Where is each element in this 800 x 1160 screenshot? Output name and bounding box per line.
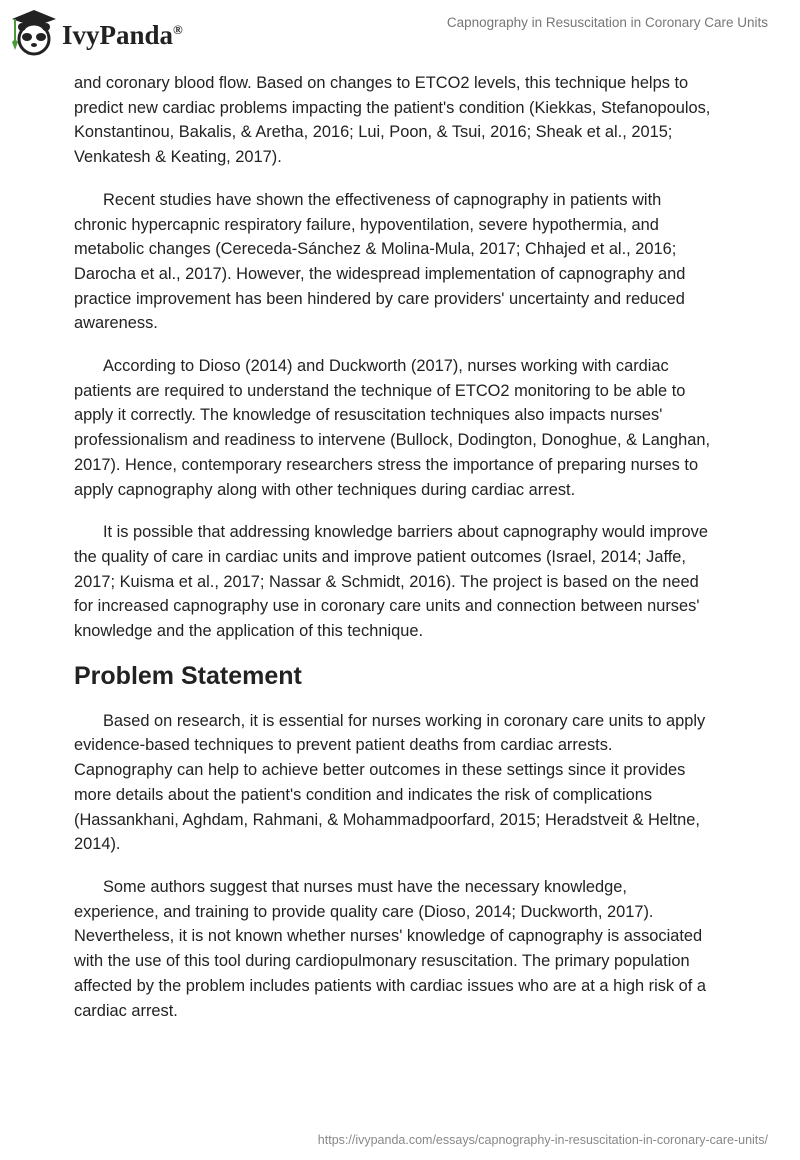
logo-text: IvyPanda [62,19,174,50]
text-line: with the use of this tool during cardiopulmonary resuscitation. The primary population [74,952,690,971]
text-line: metabolic changes (Cereceda-Sánchez & Molina-Mula, 2017; Chhajed et al., 2016; [74,240,677,259]
text-line: Nevertheless, it is not known whether nurses' knowledge of capnography is associated [74,927,703,946]
text-line: chronic hypercapnic respiratory failure, hypoventilation, severe hypothermia, and [74,215,659,234]
text-line: Recent studies have shown the effectiveness of capnography in patients with [103,190,662,209]
essay-body [74,71,764,1041]
text-line: experience, and training to provide quality care (Dioso, 2014; Duckworth, 2017). [74,902,654,921]
text-line: 2017; Kuisma et al., 2017; Nassar & Schmidt, 2016). The project is based on the need [74,572,699,591]
text-line: more details about the patient's condition and indicates the risk of complications [74,785,653,804]
text-line: Based on research, it is essential for nurses working in coronary care units to apply [103,711,706,730]
text-line: affected by the problem includes patients with cardiac issues who are at a high risk of a [74,976,706,995]
text-line: 2017). Hence, contemporary researchers stress the importance of preparing nurses to [74,455,699,474]
text-line: for increased capnography use in coronary care units and connection between nurses' [74,597,700,616]
text-line: It is possible that addressing knowledge barriers about capnography would improve [103,523,708,542]
paragraph [74,875,764,1023]
text-line: According to Dioso (2014) and Duckworth (2017), nurses working with cardiac [103,357,669,376]
text-line: the quality of care in cardiac units and improve patient outcomes (Israel, 2014; Jaffe, [74,547,686,566]
paragraph [74,520,764,644]
text-line: knowledge and the application of this technique. [74,622,424,641]
paragraph [74,354,764,502]
text-line: patients are required to understand the technique of ETCO2 monitoring to be able to [74,381,686,400]
text-line: Venkatesh & Keating, 2017). [74,148,282,167]
text-line: Some authors suggest that nurses must have the necessary knowledge, [103,877,627,896]
text-line: (Hassankhani, Aghdam, Rahmani, & Mohammadpoorfard, 2015; Heradstveit & Heltne, [74,810,700,829]
text-line: Konstantinou, Bakalis, & Aretha, 2016; Lui, Poon, & Tsui, 2016; Sheak et al., 2015; [74,123,673,142]
text-line: awareness. [74,314,158,333]
text-line: apply it correctly. The knowledge of resuscitation techniques also impacts nurses' [74,406,663,425]
text-line: 2014). [74,835,121,854]
header [0,0,800,60]
text-line: professionalism and readiness to intervene (Bullock, Dodington, Donoghue, & Langhan, [74,431,710,450]
panda-graduate-icon [12,8,56,56]
text-line: practice improvement has been hindered by care providers' uncertainty and reduced [74,289,685,308]
paragraph [74,71,764,170]
text-line: and coronary blood flow. Based on changes to ETCO2 levels, this technique helps to [74,74,689,92]
text-line: predict new cardiac problems impacting the patient's condition (Kiekkas, Stefanopoulos, [74,98,711,117]
section-heading: Problem Statement [74,661,302,690]
registered-mark: ® [173,21,183,37]
ivypanda-logo[interactable] [12,8,183,56]
paragraph [74,709,764,857]
text-line: apply capnography along with other techniques during cardiac arrest. [74,480,576,499]
text-line: Darocha et al., 2017). However, the widespread implementation of capnography and [74,264,686,283]
source-url[interactable]: https://ivypanda.com/essays/capnography-in-resuscitation-in-coronary-care-units/ [317,1133,768,1147]
text-line: evidence-based techniques to prevent patient deaths from cardiac arrests. [74,736,613,755]
document-title: Capnography in Resuscitation in Coronary Care Units [446,15,768,30]
text-line: cardiac arrest. [74,1001,178,1020]
paragraph [74,188,764,336]
text-line: Capnography can help to achieve better outcomes in these settings since it provides [74,761,686,780]
